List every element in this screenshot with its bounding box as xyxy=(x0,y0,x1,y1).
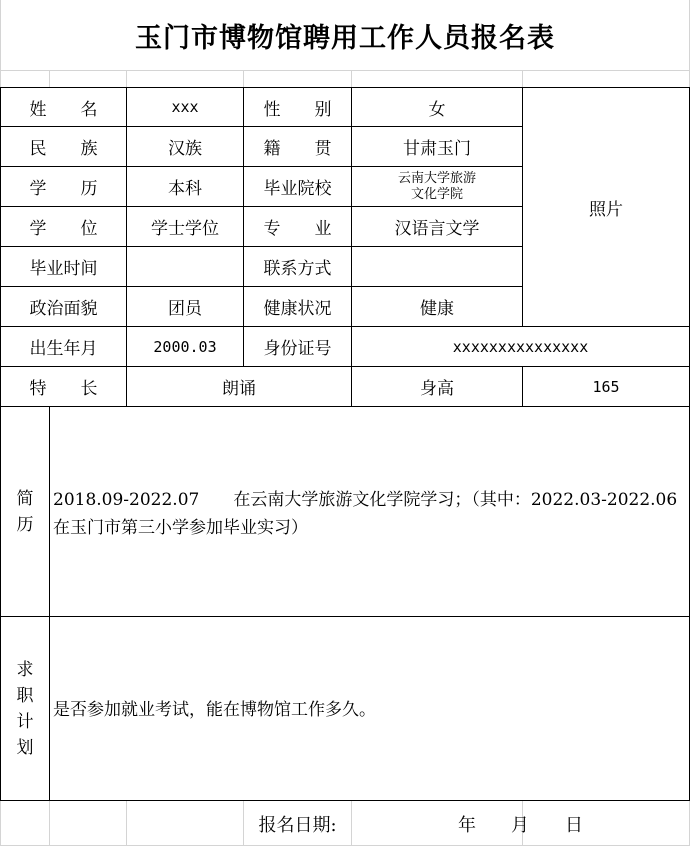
form-title: 玉门市博物馆聘用工作人员报名表 xyxy=(135,22,555,54)
label-plan-char: 划 xyxy=(16,737,34,758)
label-name: 姓 名 xyxy=(29,99,98,120)
grid-line xyxy=(0,70,690,71)
label-job-plan xyxy=(1,617,49,800)
label-id-no: 身份证号 xyxy=(263,339,332,359)
value-ethnicity: 汉族 xyxy=(168,139,202,159)
value-gender: 女 xyxy=(428,99,446,120)
value-job-plan: 是否参加就业考试，能在博物馆工作多久。 xyxy=(53,700,376,720)
grid-line xyxy=(49,70,50,87)
value-specialty: 朗诵 xyxy=(222,379,256,399)
grid-line xyxy=(243,70,244,87)
label-ethnicity: 民 族 xyxy=(29,139,98,159)
value-grad-time[interactable] xyxy=(127,247,243,286)
value-political: 团员 xyxy=(168,299,202,319)
value-id-no: xxxxxxxxxxxxxxx xyxy=(452,337,589,356)
label-plan-char: 职 xyxy=(16,685,34,706)
value-height: 165 xyxy=(592,377,620,396)
label-plan-char: 求 xyxy=(16,659,34,680)
label-major: 专 业 xyxy=(263,219,332,239)
label-political: 政治面貌 xyxy=(29,299,98,319)
value-major: 汉语言文学 xyxy=(394,219,480,239)
value-degree: 学士学位 xyxy=(151,219,219,239)
value-birth: 2000.03 xyxy=(153,337,217,356)
label-degree: 学 位 xyxy=(29,219,98,239)
table-border xyxy=(49,406,50,801)
label-height: 身高 xyxy=(420,379,454,399)
grid-line xyxy=(49,800,50,846)
label-health: 健康状况 xyxy=(263,299,332,319)
date-day-label: 日 xyxy=(565,814,583,836)
label-apply-date: 报名日期: xyxy=(258,814,337,836)
label-origin: 籍 贯 xyxy=(263,139,332,159)
label-resume xyxy=(1,407,49,616)
value-resume: 2018.09-2022.07 在云南大学旅游文化学院学习；（其中：2022.03-2022.06在玉门市第三小学参加毕业实习） xyxy=(53,490,678,538)
label-grad-time: 毕业时间 xyxy=(29,259,98,279)
value-origin: 甘肃玉门 xyxy=(403,139,471,159)
label-school: 毕业院校 xyxy=(263,179,332,199)
value-school-line1: 云南大学旅游 xyxy=(397,170,476,186)
value-school-line2: 文化学院 xyxy=(410,186,463,202)
label-birth: 出生年月 xyxy=(29,339,98,359)
label-plan-char: 计 xyxy=(16,711,34,732)
label-education: 学 历 xyxy=(29,179,98,199)
date-month-label: 月 xyxy=(511,814,529,836)
value-health: 健康 xyxy=(420,299,454,319)
table-border xyxy=(0,406,690,407)
label-gender: 性 别 xyxy=(263,99,332,120)
label-specialty: 特 长 xyxy=(29,379,98,399)
value-contact[interactable] xyxy=(352,247,522,286)
value-school xyxy=(352,167,522,206)
label-resume-char: 简 xyxy=(16,488,34,509)
grid-line xyxy=(522,70,523,87)
grid-line xyxy=(351,70,352,87)
grid-line xyxy=(126,800,127,846)
grid-line xyxy=(351,800,352,846)
label-resume-char: 历 xyxy=(16,514,34,535)
value-education: 本科 xyxy=(168,179,202,199)
photo-box[interactable]: 照片 xyxy=(589,199,623,220)
table-border xyxy=(0,616,690,617)
label-contact: 联系方式 xyxy=(263,259,332,279)
value-name: xxx xyxy=(171,98,199,116)
date-year-label: 年 xyxy=(458,814,476,836)
grid-line xyxy=(126,70,127,87)
